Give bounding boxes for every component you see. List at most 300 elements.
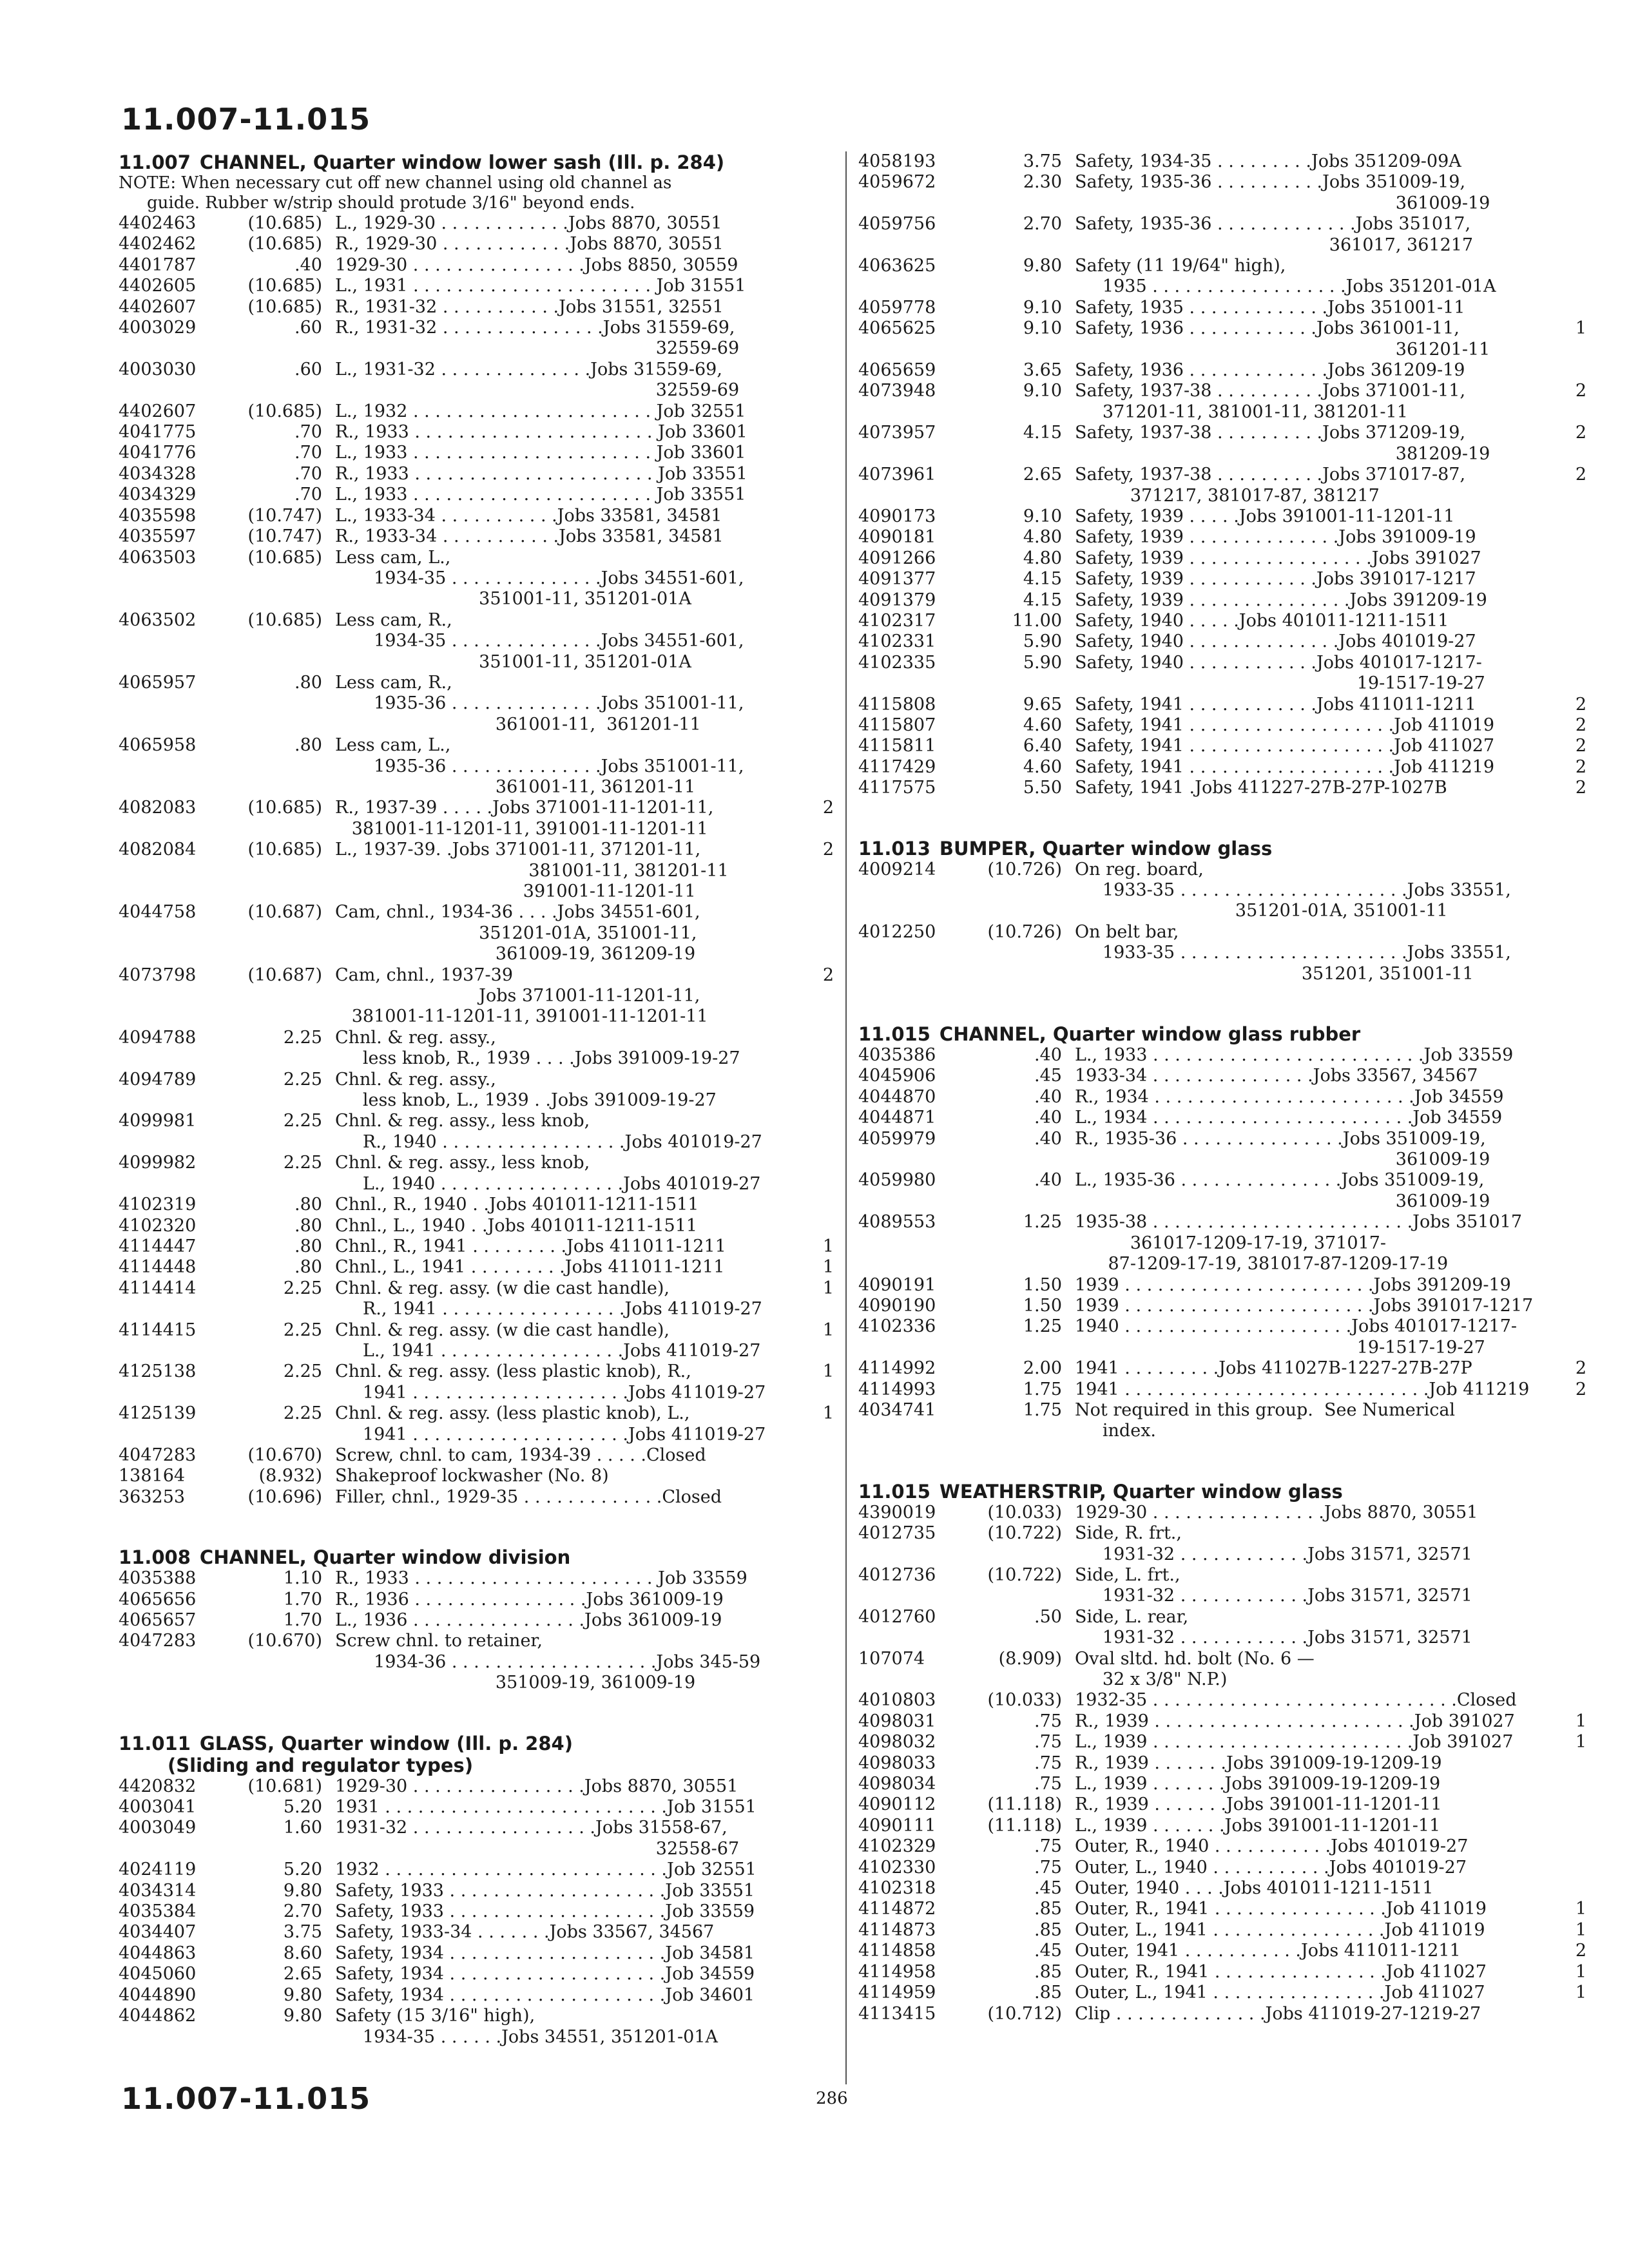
part-description <box>335 1487 795 1508</box>
part-entry <box>119 548 834 610</box>
part-price: 2.65 <box>283 1964 322 1984</box>
part-description <box>1075 1816 1554 1836</box>
section-title <box>858 1481 1586 1503</box>
part-price: .80 <box>294 1236 322 1256</box>
part-number: 4058193 <box>858 151 936 171</box>
part-entry <box>119 798 834 840</box>
description-line: R., 1933 . . . . . . . . . . . . . . . . . . . . . . Job 33559 <box>335 1568 747 1589</box>
part-description <box>1075 1858 1554 1878</box>
part-description <box>335 1111 795 1153</box>
part-entry <box>858 1690 1586 1711</box>
description-line: 1933-34 . . . . . . . . . . . . . . .Jobs 33567, 34567 <box>1075 1066 1478 1086</box>
part-quantity: 2 <box>1575 715 1586 735</box>
description-line: Safety, 1941 .Jobs 411227-27B-27P-1027B <box>1075 778 1447 798</box>
part-quantity: 1 <box>822 1257 834 1278</box>
part-entry <box>858 778 1586 798</box>
part-description <box>1075 1774 1554 1794</box>
description-line: Oval sltd. hd. bolt (No. 6 — <box>1075 1648 1315 1669</box>
part-number: 4044871 <box>858 1108 936 1128</box>
description-line: 381001-11-1201-11, 391001-11-1201-11 <box>335 818 708 839</box>
description-line: 361009-19 <box>1075 193 1490 213</box>
part-number: 4420832 <box>119 1776 197 1796</box>
part-price: .75 <box>1034 1857 1062 1878</box>
part-entry <box>119 1111 834 1153</box>
part-price: (10.685) <box>247 610 322 630</box>
description-line: L., 1933 . . . . . . . . . . . . . . . . . . . . . . . . .Job 33559 <box>1075 1045 1514 1066</box>
part-price: 5.90 <box>1023 631 1062 652</box>
part-entry <box>119 1216 834 1236</box>
part-quantity: 2 <box>1575 756 1586 777</box>
part-description <box>1075 381 1554 423</box>
part-entry <box>858 1774 1586 1794</box>
part-entry <box>119 735 834 798</box>
part-description <box>1075 715 1554 736</box>
description-line: 351201-01A, 351001-11, <box>335 923 697 943</box>
section <box>858 838 1586 985</box>
part-description <box>335 1610 795 1631</box>
part-quantity: 2 <box>1575 778 1586 798</box>
part-entry <box>119 255 834 276</box>
part-number: 4012760 <box>858 1606 936 1627</box>
description-line: R., 1941 . . . . . . . . . . . . . . . . .Jobs 411019-27 <box>335 1299 762 1320</box>
description-line: 351001-11, 351201-01A <box>335 589 691 610</box>
part-entry <box>119 1568 834 1589</box>
description-line: 1935-36 . . . . . . . . . . . . . .Jobs 351001-11, <box>335 693 744 714</box>
part-number: 4102331 <box>858 631 936 652</box>
description-line: 1929-30 . . . . . . . . . . . . . . . .Jobs 8870, 30551 <box>1075 1502 1478 1523</box>
part-price: (10.726) <box>987 921 1062 942</box>
part-number: 4063502 <box>119 610 197 630</box>
description-line: Chnl. & reg. assy. (w die cast handle), <box>335 1278 670 1298</box>
part-description <box>1075 527 1554 548</box>
part-description <box>335 1881 795 1901</box>
part-price: 4.80 <box>1023 548 1062 568</box>
description-line: Chnl. & reg. assy. (less plastic knob), L., <box>335 1403 690 1424</box>
description-line: 1935 . . . . . . . . . . . . . . . . . .Jobs 351201-01A <box>1075 276 1496 297</box>
part-price: .40 <box>1034 1086 1062 1107</box>
part-number: 4073948 <box>858 381 936 401</box>
part-description <box>1075 1087 1554 1108</box>
part-description <box>1075 1400 1554 1442</box>
description-line: 381001-11, 381201-11 <box>335 860 729 881</box>
section-code: 11.008 <box>119 1546 191 1569</box>
part-price: 1.75 <box>1023 1379 1062 1399</box>
part-entry <box>119 2006 834 2048</box>
part-description <box>335 1776 795 1797</box>
part-description <box>1075 1358 1554 1379</box>
part-description <box>335 1901 795 1922</box>
part-number: 4034314 <box>119 1880 197 1901</box>
part-price: .70 <box>294 485 322 505</box>
part-entry <box>858 1565 1586 1607</box>
part-price: 5.50 <box>1023 778 1062 798</box>
part-number: 4047283 <box>119 1631 197 1651</box>
description-line: Safety, 1935-36 . . . . . . . . . . . . .Jobs 351017, <box>1075 214 1471 235</box>
part-entry <box>119 1466 834 1486</box>
section-title-text: BUMPER, Quarter window glass <box>939 837 1273 860</box>
part-description <box>1075 1794 1554 1815</box>
part-entry <box>858 1275 1586 1296</box>
part-description <box>335 735 795 798</box>
part-entry <box>119 1257 834 1278</box>
part-description <box>335 1922 795 1943</box>
part-number: 4090190 <box>858 1295 936 1316</box>
part-description <box>335 1445 795 1466</box>
part-entry <box>858 1941 1586 1961</box>
part-description <box>1075 1962 1554 1983</box>
description-line: Less cam, R., <box>335 610 452 630</box>
part-entry <box>858 1878 1586 1899</box>
part-price: 2.25 <box>283 1153 322 1173</box>
part-price: 9.65 <box>1023 694 1062 715</box>
description-line: 361009-19 <box>1075 1149 1490 1170</box>
part-entry <box>858 1108 1586 1128</box>
part-description <box>335 1818 795 1860</box>
part-entry <box>858 1836 1586 1857</box>
part-price: 2.25 <box>283 1320 322 1340</box>
page-number: 286 <box>816 2089 848 2108</box>
description-line: Safety, 1939 . . . . . . . . . . . .Jobs 391017-1217 <box>1075 569 1476 590</box>
part-number: 4091377 <box>858 569 936 590</box>
part-price: 9.10 <box>1023 506 1062 526</box>
description-line: Safety, 1934-35 . . . . . . . . .Jobs 351209-09A <box>1075 151 1461 171</box>
description-line: Safety, 1936 . . . . . . . . . . . . .Jobs 361209-19 <box>1075 360 1465 381</box>
part-description <box>1075 151 1554 172</box>
part-number: 4114873 <box>858 1919 936 1940</box>
part-entry <box>119 673 834 735</box>
part-description <box>335 213 795 234</box>
description-line: L., 1932 . . . . . . . . . . . . . . . . . . . . . . Job 32551 <box>335 401 746 421</box>
part-number: 4065957 <box>119 672 197 693</box>
part-entry <box>858 1358 1586 1379</box>
part-number: 4034328 <box>119 463 197 484</box>
page-header: 11.007-11.015 <box>121 102 371 137</box>
part-number: 4082083 <box>119 798 197 818</box>
part-price: 4.60 <box>1023 715 1062 735</box>
part-entry <box>858 1649 1586 1691</box>
part-price: 1.25 <box>1023 1316 1062 1337</box>
part-number: 4003049 <box>119 1818 197 1838</box>
description-line: R., 1933 . . . . . . . . . . . . . . . . . . . . . . Job 33601 <box>335 422 747 443</box>
part-price: 9.80 <box>283 1984 322 2005</box>
description-line: Outer, L., 1941 . . . . . . . . . . . . . . . .Job 411019 <box>1075 1919 1485 1940</box>
page-footer: 11.007-11.015 <box>121 2081 371 2116</box>
part-description <box>1075 736 1554 756</box>
part-entry <box>858 527 1586 548</box>
part-price: (10.747) <box>247 505 322 526</box>
description-line: Safety, 1934 . . . . . . . . . . . . . . . . . . . .Job 34581 <box>335 1943 755 1963</box>
part-price: 2.25 <box>283 1069 322 1090</box>
part-number: 4003029 <box>119 318 197 338</box>
part-price: 8.60 <box>283 1943 322 1963</box>
part-quantity: 2 <box>1575 694 1586 715</box>
part-price: 5.20 <box>283 1797 322 1818</box>
description-line: 371201-11, 381001-11, 381201-11 <box>1075 401 1408 422</box>
part-number: 4073961 <box>858 465 936 485</box>
description-line: 351201, 351001-11 <box>1075 963 1474 984</box>
part-description <box>1075 1920 1554 1941</box>
part-description <box>335 1236 795 1257</box>
section-title-text: CHANNEL, Quarter window division <box>199 1546 571 1569</box>
part-price: (10.685) <box>247 840 322 860</box>
description-line: 1935-38 . . . . . . . . . . . . . . . . . . . . . . . .Jobs 351017 <box>1075 1212 1523 1233</box>
part-description <box>335 443 795 463</box>
part-description <box>1075 506 1554 527</box>
part-description <box>1075 256 1554 298</box>
part-description <box>335 422 795 443</box>
part-price: (8.909) <box>998 1648 1062 1669</box>
description-line: L., 1937-39. .Jobs 371001-11, 371201-11, <box>335 840 701 860</box>
part-number: 4402607 <box>119 401 197 421</box>
description-line: On belt bar, <box>1075 921 1179 942</box>
part-description <box>335 1153 795 1195</box>
description-line: R., 1937-39 . . . . .Jobs 371001-11-1201-11, <box>335 798 714 818</box>
description-line: L., 1933 . . . . . . . . . . . . . . . . . . . . . . Job 33551 <box>335 485 746 505</box>
part-number: 4113415 <box>858 2003 936 2024</box>
part-price: (10.722) <box>987 1564 1062 1585</box>
part-price: 9.10 <box>1023 318 1062 339</box>
part-description <box>1075 1836 1554 1857</box>
part-price: (10.687) <box>247 902 322 923</box>
description-line: L., 1931-32 . . . . . . . . . . . . . .Jobs 31559-69, <box>335 359 722 380</box>
part-description <box>335 1070 795 1111</box>
part-number: 4114858 <box>858 1941 936 1961</box>
description-line: Safety, 1941 . . . . . . . . . . . . . . . . . . .Job 411219 <box>1075 756 1495 777</box>
part-price: .45 <box>1034 1066 1062 1086</box>
part-number: 4041776 <box>119 443 197 463</box>
part-description <box>335 1361 795 1403</box>
description-line: 1941 . . . . . . . . .Jobs 411027B-1227-27B-27P <box>1075 1358 1472 1379</box>
part-price: (10.681) <box>247 1776 322 1796</box>
part-number: 4044890 <box>119 1984 197 2005</box>
part-entry <box>119 443 834 463</box>
part-entry <box>858 1212 1586 1274</box>
description-line: L., 1933-34 . . . . . . . . . . .Jobs 33581, 34581 <box>335 505 722 526</box>
section-code: 11.007 <box>119 151 191 173</box>
description-line: L., 1931 . . . . . . . . . . . . . . . . . . . . . . Job 31551 <box>335 276 746 296</box>
part-description <box>1075 1732 1554 1753</box>
part-description <box>1075 778 1554 798</box>
part-price: (10.685) <box>247 296 322 317</box>
part-number: 4009214 <box>858 859 936 879</box>
part-description <box>1075 1711 1554 1732</box>
part-entry <box>858 1296 1586 1316</box>
part-price: (10.712) <box>987 2003 1062 2024</box>
part-description <box>1075 1565 1554 1607</box>
part-price: (10.033) <box>987 1690 1062 1711</box>
description-line: 1941 . . . . . . . . . . . . . . . . . . . .Jobs 411019-27 <box>335 1382 766 1403</box>
part-description <box>1075 318 1554 360</box>
description-line: 1933-35 . . . . . . . . . . . . . . . . . . . . .Jobs 33551, <box>1075 943 1511 963</box>
description-line: Safety, 1941 . . . . . . . . . . . . . . . . . . .Job 411027 <box>1075 736 1495 756</box>
description-line: 1934-35 . . . . . . . . . . . . . .Jobs 34551-601, <box>335 568 744 588</box>
part-description <box>335 1028 795 1070</box>
section-code: 11.015 <box>858 1023 930 1046</box>
part-number: 4390019 <box>858 1502 936 1523</box>
part-price: .75 <box>1034 1753 1062 1773</box>
part-number: 4059778 <box>858 297 936 318</box>
part-entry <box>858 860 1586 922</box>
part-number: 4044870 <box>858 1086 936 1107</box>
description-line: Outer, 1941 . . . . . . . . . . .Jobs 411011-1211 <box>1075 1941 1461 1961</box>
description-line: Chnl., R., 1941 . . . . . . . . .Jobs 411011-1211 <box>335 1236 726 1256</box>
part-description <box>1075 1045 1554 1066</box>
part-price: (11.118) <box>987 1794 1062 1815</box>
part-entry <box>858 1400 1586 1442</box>
part-description <box>335 360 795 401</box>
part-price: .80 <box>294 1257 322 1278</box>
description-line: Less cam, L., <box>335 547 451 568</box>
part-entry <box>119 360 834 401</box>
part-entry <box>858 1732 1586 1753</box>
part-entry <box>119 276 834 296</box>
part-price: 2.25 <box>283 1361 322 1382</box>
part-price: (10.685) <box>247 276 322 296</box>
part-entry <box>119 1445 834 1466</box>
part-entry <box>858 548 1586 569</box>
part-price: 9.80 <box>283 1880 322 1901</box>
part-price: 4.15 <box>1023 423 1062 443</box>
part-price: 1.10 <box>283 1568 322 1589</box>
section-code: 11.013 <box>858 837 930 860</box>
description-line: 1931-32 . . . . . . . . . . . .Jobs 31571, 32571 <box>1075 1628 1472 1648</box>
part-entry <box>858 2004 1586 2024</box>
part-description <box>1075 1649 1554 1691</box>
section-gap <box>858 1442 1586 1481</box>
description-line: R., 1939 . . . . . . .Jobs 391009-19-1209-19 <box>1075 1753 1442 1773</box>
part-number: 4115808 <box>858 694 936 715</box>
part-entry <box>858 1066 1586 1086</box>
part-price: 9.80 <box>1023 256 1062 276</box>
part-description <box>1075 1316 1554 1358</box>
description-line: Filler, chnl., 1929-35 . . . . . . . . . . . . .Closed <box>335 1486 722 1507</box>
description-line: 351201-01A, 351001-11 <box>1075 901 1448 921</box>
part-number: 4117575 <box>858 778 936 798</box>
description-line: Clip . . . . . . . . . . . . . .Jobs 411019-27-1219-27 <box>1075 2003 1481 2024</box>
description-line: L., 1940 . . . . . . . . . . . . . . . . .Jobs 401019-27 <box>335 1173 761 1194</box>
description-line: 1929-30 . . . . . . . . . . . . . . . .Jobs 8850, 30559 <box>335 255 738 275</box>
description-line: L., 1929-30 . . . . . . . . . . . .Jobs 8870, 30551 <box>335 213 722 233</box>
part-price: 1.25 <box>1023 1212 1062 1233</box>
part-number: 4114447 <box>119 1236 197 1256</box>
part-price: 11.00 <box>1012 610 1062 631</box>
section <box>858 1023 1586 1442</box>
part-entry <box>858 631 1586 652</box>
part-number: 4065657 <box>119 1610 197 1630</box>
part-entry <box>119 1361 834 1403</box>
part-number: 4059672 <box>858 172 936 193</box>
part-price: 5.90 <box>1023 652 1062 673</box>
part-price: 2.25 <box>283 1111 322 1131</box>
part-entry <box>119 1590 834 1610</box>
part-description <box>1075 1607 1554 1649</box>
part-number: 4098031 <box>858 1711 936 1731</box>
part-quantity: 1 <box>1575 1919 1586 1940</box>
part-description <box>1075 1108 1554 1128</box>
part-description <box>1075 172 1554 214</box>
part-description <box>1075 1878 1554 1899</box>
part-price: .85 <box>1034 1983 1062 2003</box>
part-price: 4.80 <box>1023 527 1062 548</box>
description-line: Screw chnl. to retainer, <box>335 1631 543 1651</box>
part-price: (10.685) <box>247 234 322 255</box>
part-description <box>1075 757 1554 778</box>
part-entry <box>119 1403 834 1445</box>
description-line: Safety, 1939 . . . . . . . . . . . . . .Jobs 391009-19 <box>1075 527 1476 548</box>
description-line: 1931 . . . . . . . . . . . . . . . . . . . . . . . . . .Job 31551 <box>335 1797 757 1818</box>
part-number: 4402605 <box>119 276 197 296</box>
description-line: 19-1517-19-27 <box>1075 1337 1485 1358</box>
part-entry <box>858 318 1586 360</box>
part-number: 4114958 <box>858 1961 936 1982</box>
part-number: 4114448 <box>119 1257 197 1278</box>
part-price: (10.747) <box>247 526 322 547</box>
part-description <box>335 610 795 673</box>
part-entry <box>119 506 834 526</box>
description-line: 361009-19 <box>1075 1191 1490 1211</box>
description-line: Chnl., L., 1941 . . . . . . . . .Jobs 411011-1211 <box>335 1257 725 1278</box>
description-line: Safety, 1941 . . . . . . . . . . . . . . . . . . .Job 411019 <box>1075 715 1495 735</box>
description-line: Outer, 1940 . . . .Jobs 401011-1211-1511 <box>1075 1878 1434 1899</box>
part-description <box>335 276 795 296</box>
description-line: 361001-11, 361201-11 <box>335 714 701 735</box>
part-price: 1.50 <box>1023 1274 1062 1295</box>
description-line: Safety, 1936 . . . . . . . . . . . .Jobs 361001-11, <box>1075 318 1460 339</box>
description-line: 381001-11-1201-11, 391001-11-1201-11 <box>335 1006 708 1027</box>
part-price: 2.70 <box>1023 214 1062 235</box>
part-price: (10.033) <box>987 1502 1062 1523</box>
description-line: On reg. board, <box>1075 859 1204 879</box>
part-quantity: 2 <box>1575 381 1586 401</box>
part-number: 4099981 <box>119 1111 197 1131</box>
part-price: (10.726) <box>987 859 1062 879</box>
description-line: 1939 . . . . . . . . . . . . . . . . . . . . . . .Jobs 391209-19 <box>1075 1274 1511 1295</box>
part-price: (10.670) <box>247 1445 322 1465</box>
description-line: Chnl. & reg. assy. (w die cast handle), <box>335 1320 670 1340</box>
description-line: R., 1939 . . . . . . . . . . . . . . . . . . . . . . . .Job 391027 <box>1075 1711 1515 1731</box>
part-price: 1.75 <box>1023 1399 1062 1420</box>
part-entry <box>119 1776 834 1797</box>
part-description <box>1075 1129 1554 1171</box>
part-number: 4114415 <box>119 1320 197 1340</box>
part-description <box>335 548 795 610</box>
part-entry <box>119 526 834 547</box>
part-entry <box>858 1753 1586 1774</box>
part-description <box>335 1964 795 1984</box>
part-entry <box>119 1881 834 1901</box>
description-line: Less cam, R., <box>335 672 452 693</box>
part-number: 4102320 <box>119 1215 197 1236</box>
description-line: 1935-36 . . . . . . . . . . . . . .Jobs 351001-11, <box>335 756 744 776</box>
part-description <box>335 1216 795 1236</box>
section-gap <box>858 799 1586 838</box>
part-number: 4065958 <box>119 735 197 756</box>
part-entry <box>858 1129 1586 1171</box>
part-entry <box>119 297 834 318</box>
part-number: 4073798 <box>119 965 197 985</box>
part-number: 4059980 <box>858 1170 936 1191</box>
description-line: Cam, chnl., 1937-39 <box>335 965 513 985</box>
part-price: .75 <box>1034 1732 1062 1753</box>
part-description <box>335 673 795 735</box>
part-entry <box>119 1028 834 1070</box>
section <box>858 151 1586 799</box>
part-description <box>1075 1275 1554 1296</box>
part-price: (10.685) <box>247 798 322 818</box>
description-line: 1934-35 . . . . . . . . . . . . . .Jobs 34551-601, <box>335 631 744 651</box>
part-entry <box>119 1943 834 1964</box>
part-description <box>1075 298 1554 318</box>
